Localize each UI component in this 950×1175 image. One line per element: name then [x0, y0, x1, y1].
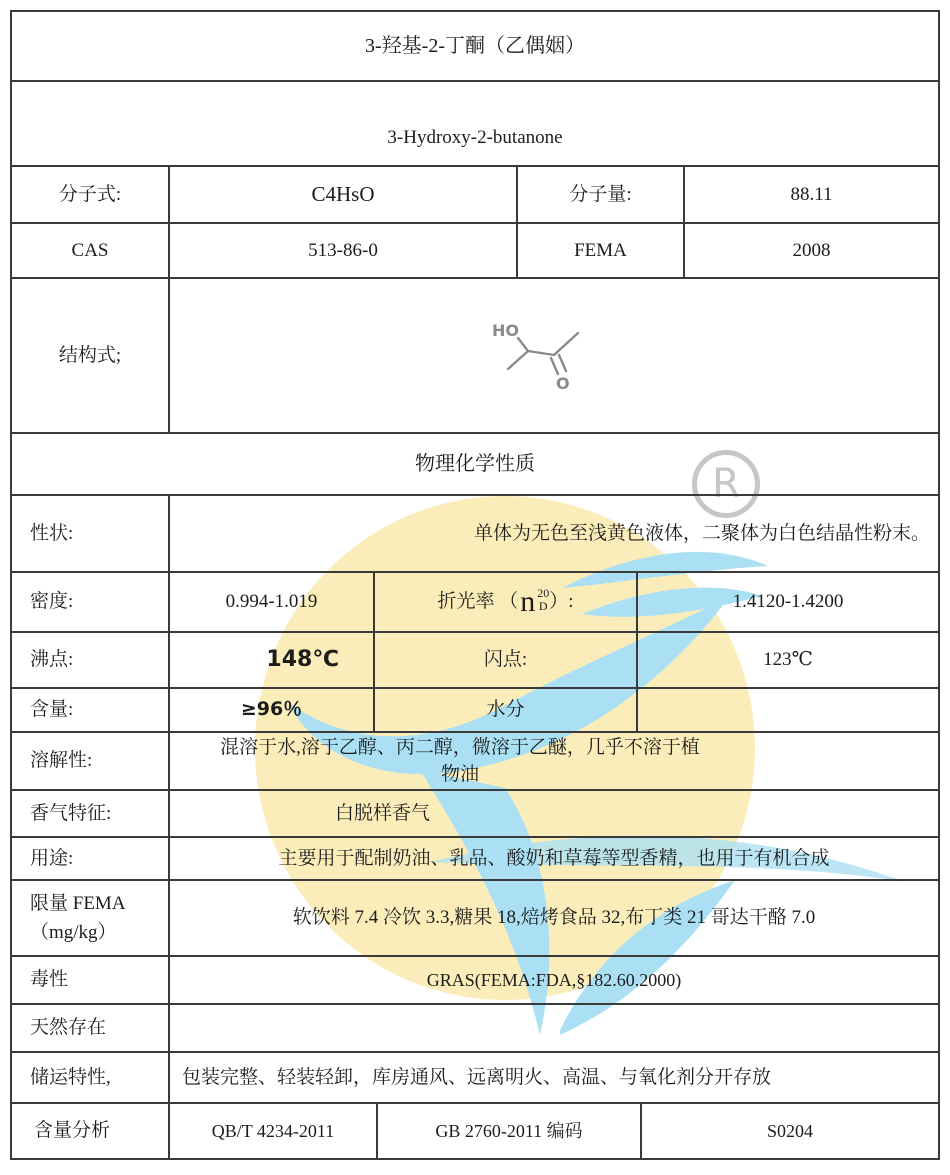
refraction-label-pre: 折光率 （ [437, 591, 519, 613]
assay-code: S0204 [766, 1120, 813, 1141]
refraction-subscript: D [538, 599, 548, 613]
assay-std1-cell [170, 1104, 378, 1158]
mw-value-cell [685, 167, 938, 224]
refraction-label-post: ）: [549, 591, 574, 613]
refraction-value: 1.4120-1.4200 [732, 591, 844, 613]
fp-value-cell [638, 633, 938, 689]
usage-label-cell [12, 838, 170, 881]
fp-label-cell [375, 633, 638, 689]
fema-limit-label-line2: （mg/kg） [30, 922, 117, 943]
usage-label: 用途: [30, 847, 74, 869]
cas-label-cell [12, 224, 170, 279]
solubility-label: 溶解性: [30, 750, 93, 772]
english-name: 3-Hydroxy-2-butanone [387, 127, 563, 149]
fp-label: 闪点: [483, 649, 528, 671]
content-value-cell [170, 689, 375, 733]
solubility-value-cell [170, 733, 938, 791]
spec-table [10, 10, 940, 1160]
bp-label-cell [12, 633, 170, 689]
fema-limit-label-cell [12, 881, 170, 957]
refraction-label-cell [375, 573, 638, 633]
title-en-cell [12, 82, 938, 167]
toxicity-label-cell [12, 957, 170, 1005]
appearance-value: 单体为无色至浅黄色液体，二聚体为白色结晶性粉末。 [473, 522, 930, 544]
hydroxyl-ho-label: HO [492, 321, 519, 340]
toxicity-value-cell [170, 957, 938, 1005]
density-value-cell [170, 573, 375, 633]
structure-value-cell [170, 279, 938, 434]
fema-limit-value-cell [170, 881, 938, 957]
assay-label-cell [12, 1104, 170, 1158]
fp-value: 123℃ [763, 649, 813, 671]
natural-label-cell [12, 1005, 170, 1053]
formula-label: 分子式: [58, 183, 122, 205]
physchem-header: 物理化学性质 [415, 452, 535, 475]
fema-value: 2008 [792, 239, 831, 261]
formula-value-cell [170, 167, 518, 224]
appearance-value-cell [170, 496, 938, 573]
solubility-line1: 混溶于水,溶于乙醇、丙二醇，微溶于乙醚，几乎不溶于植 [220, 737, 700, 758]
title-cn-cell [12, 12, 938, 82]
cas-label: CAS [71, 239, 109, 261]
aroma-value: 白脱样香气 [335, 802, 431, 824]
mw-value: 88.11 [790, 183, 833, 205]
mw-label: 分子量: [569, 183, 632, 205]
cas-value-cell [170, 224, 518, 279]
assay-code-cell [642, 1104, 938, 1158]
fema-limit-value: 软饮料 7.4 冷饮 3.3,糖果 18,焙烤食品 32,布丁类 21 哥达干酪 7.0 [292, 907, 816, 929]
fema-label-cell [518, 224, 685, 279]
bp-value-cell [170, 633, 375, 689]
aroma-label: 香气特征: [30, 802, 112, 824]
usage-value-cell [170, 838, 938, 881]
storage-label: 储运特性, [30, 1066, 111, 1088]
refraction-value-cell [638, 573, 938, 633]
page-title: 3-羟基-2-丁酮（乙偶姻） [365, 34, 585, 57]
storage-value-cell [170, 1053, 938, 1104]
toxicity-value: GRAS(FEMA:FDA,§182.60.2000) [426, 969, 682, 990]
moisture-label: 水分 [486, 699, 525, 721]
bp-value: 148℃ [266, 647, 339, 673]
solubility-label-cell [12, 733, 170, 791]
structure-label: 结构式; [58, 344, 122, 366]
fema-value-cell [685, 224, 938, 279]
formula-value: C4HsO [311, 182, 375, 207]
content-label: 含量: [30, 699, 74, 721]
fema-limit-label-line1: 限量 FEMA [30, 893, 126, 914]
storage-label-cell [12, 1053, 170, 1104]
toxicity-label: 毒性 [30, 969, 69, 991]
appearance-label-cell [12, 496, 170, 573]
physchem-header-cell [12, 434, 938, 496]
content-label-cell [12, 689, 170, 733]
cas-value: 513-86-0 [308, 239, 378, 261]
density-value: 0.994-1.019 [225, 591, 318, 613]
density-label-cell [12, 573, 170, 633]
natural-value-cell [170, 1005, 938, 1053]
fema-label: FEMA [574, 239, 627, 261]
structure-label-cell [12, 279, 170, 434]
moisture-value-cell [638, 689, 938, 733]
registered-r-letter: R [712, 461, 740, 507]
refraction-n-symbol: n [520, 585, 536, 618]
assay-label: 含量分析 [34, 1120, 111, 1142]
assay-std2: GB 2760-2011 编码 [435, 1120, 583, 1141]
appearance-label: 性状: [30, 522, 74, 544]
usage-value: 主要用于配制奶油、乳品、酸奶和草莓等型香精，也用于有机合成 [278, 847, 830, 869]
formula-label-cell [12, 167, 170, 224]
solubility-line2: 物油 [440, 764, 479, 785]
aroma-label-cell [12, 791, 170, 838]
assay-std2-cell [378, 1104, 642, 1158]
storage-value: 包装完整、轻装轻卸，库房通风、远离明火、高温、与氧化剂分开存放 [182, 1066, 772, 1088]
chemical-structure-image [490, 311, 610, 391]
carbonyl-o-label: O [556, 374, 570, 391]
refraction-sup-sub [537, 587, 549, 613]
bp-label: 沸点: [30, 649, 74, 671]
aroma-value-cell [170, 791, 938, 838]
refraction-superscript: 20 [537, 586, 550, 600]
moisture-label-cell [375, 689, 638, 733]
mw-label-cell [518, 167, 685, 224]
content-value: ≥96％ [240, 698, 303, 721]
natural-label: 天然存在 [30, 1017, 107, 1039]
assay-std1: QB/T 4234-2011 [211, 1120, 335, 1141]
density-label: 密度: [30, 591, 74, 613]
